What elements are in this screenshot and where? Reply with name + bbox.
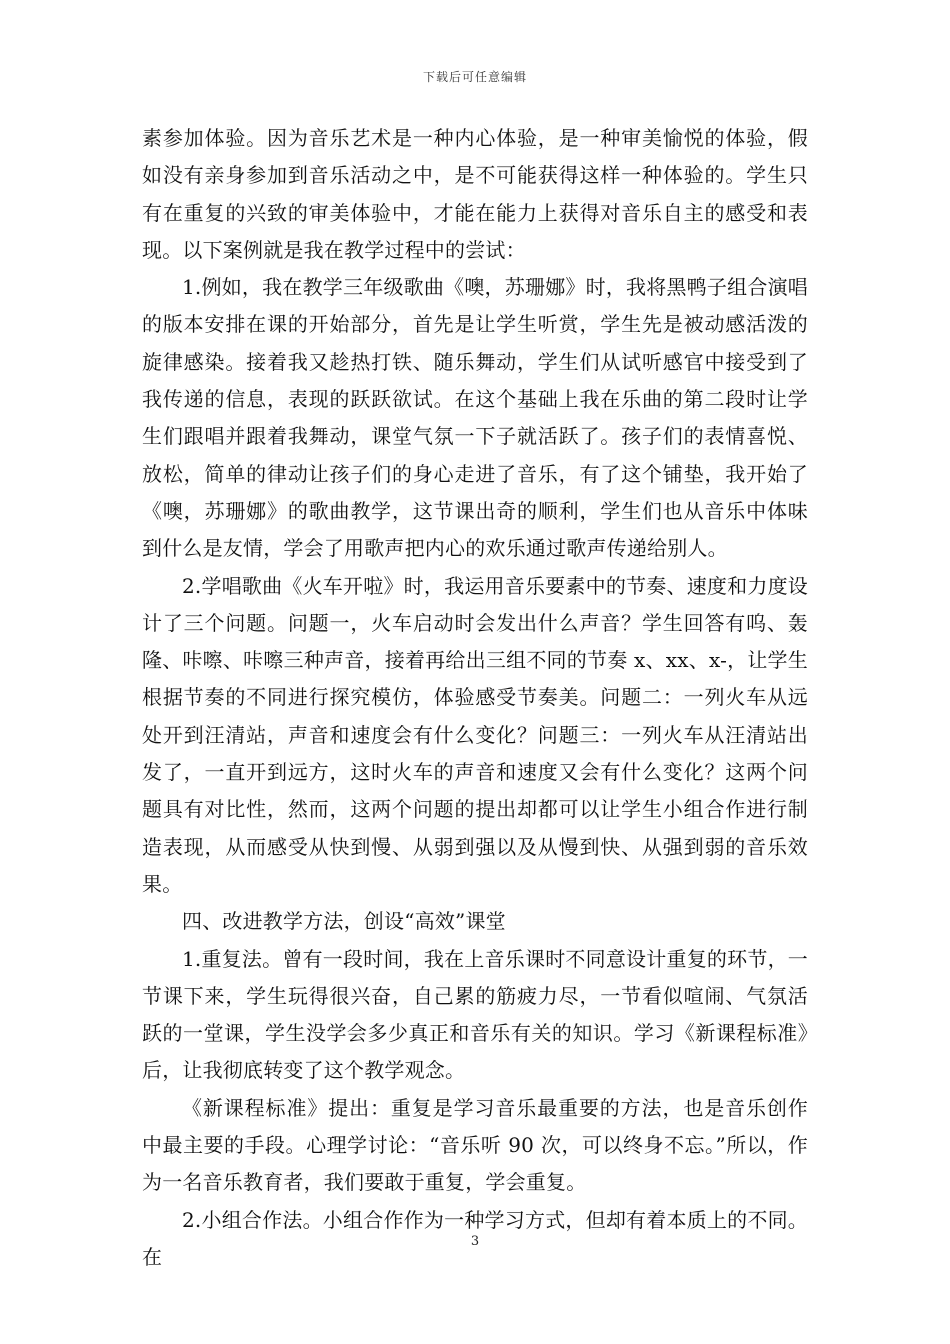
section-heading-4: 四、改进教学方法，创设“高效”课堂 [182, 909, 506, 934]
paragraph-curriculum-standard: 《新课程标准》提出：重复是学习音乐最重要的方法，也是音乐创作中最主要的手段。心理学讨论：“音乐听 90 次，可以终身不忘。”所以，作为一名音乐教育者，我们要敢于重复，学会重复。 [142, 1095, 808, 1195]
page-header: 下载后可任意编辑 [422, 70, 527, 84]
body-text [142, 120, 808, 1276]
paragraph-repetition-method: 1.重复法。曾有一段时间，我在上音乐课时不同意设计重复的环节，一节课下来，学生玩得很兴奋，自己累的筋疲力尽，一节看似喧闹、气氛活跃的一堂课，学生没学会多少真正和音乐有关的知识。学习《新课程标准》后，让我彻底转变了这个教学观念。 [142, 946, 808, 1083]
paragraph-example-1: 1.例如，我在教学三年级歌曲《噢，苏珊娜》时，我将黑鸭子组合演唱的版本安排在课的开始部分，首先是让学生听赏，学生先是被动感活泼的旋律感染。接着我又趁热打铁、随乐舞动，学生们从试听感官中接受到了我传递的信息，表现的跃跃欲试。在这个基础上我在乐曲的第二段时让学生们跟唱并跟着我舞动，课堂气氛一下子就活跃了。孩子们的表情喜悦、放松，简单的律动让孩子们的身心走进了音乐，有了这个铺垫，我开始了《噢，苏珊娜》的歌曲教学，这节课出奇的顺利，学生们也从音乐中体味到什么是友情，学会了用歌声把内心的欢乐通过歌声传递给别人。 [142, 275, 808, 561]
paragraph-continuation: 素参加体验。因为音乐艺术是一种内心体验，是一种审美愉悦的体验，假如没有亲身参加到音乐活动之中，是不可能获得这样一种体验的。学生只有在重复的兴致的审美体验中，才能在能力上获得对音乐自主的感受和表现。以下案例就是我在教学过程中的尝试： [142, 126, 808, 262]
paragraph-example-2: 2.学唱歌曲《火车开啦》时，我运用音乐要素中的节奏、速度和力度设计了三个问题。问题一，火车启动时会发出什么声音？学生回答有呜、轰隆、咔嚓、咔嚓三种声音，接着再给出三组不同的节奏 x、xx、x-，让学生根据节奏的不同进行探究模仿，体验感受节奏美。问题二：一列火车从远处开到汪清站，声音和速度会有什么变化？问题三：一列火车从汪清站出发了，一直开到远方，这时火车的声音和速度又会有什么变化？这两个问题具有对比性，然而，这两个问题的提出却都可以让学生小组合作进行制造表现，从而感受从快到慢、从弱到强以及从慢到快、从强到弱的音乐效果。 [142, 573, 808, 896]
page-number: 3 [470, 1234, 480, 1249]
paragraph-group-cooperation: 2.小组合作法。小组合作作为一种学习方式，但却有着本质上的不同。在 [142, 1207, 808, 1269]
